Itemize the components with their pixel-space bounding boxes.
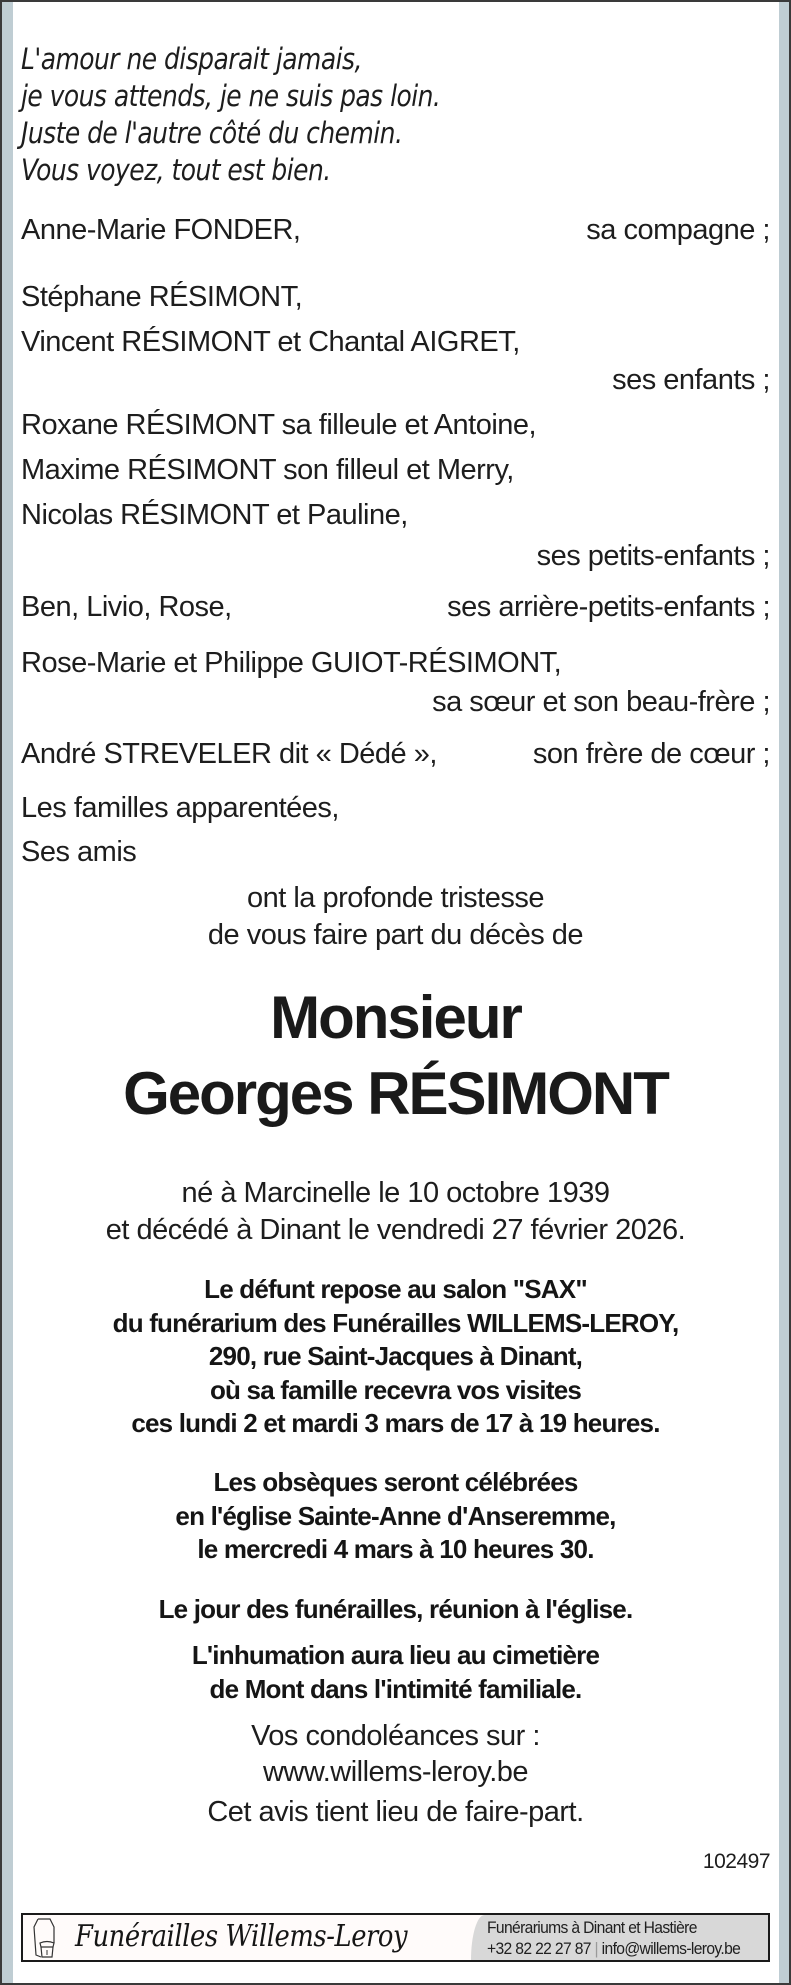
poem-line: Vous voyez, tout est bien. xyxy=(21,153,331,187)
detail-line: le mercredi 4 mars à 10 heures 30. xyxy=(197,1534,594,1564)
family-row-companion xyxy=(21,212,770,249)
family-name: Anne-Marie FONDER, xyxy=(21,214,301,246)
family-relation: son frère de cœur ; xyxy=(532,738,770,770)
detail-line: du funérarium des Funérailles WILLEMS-LEROY, xyxy=(112,1307,679,1338)
intro-line: de vous faire part du décès de xyxy=(207,919,584,951)
deceased-name: Georges RÉSIMONT xyxy=(123,1060,668,1127)
poem-line: je vous attends, je ne suis pas loin. xyxy=(21,79,441,113)
visitation-details xyxy=(21,1273,770,1441)
funeral-details xyxy=(21,1466,770,1567)
notice-statement xyxy=(21,1794,770,1830)
intro-line: ont la profonde tristesse xyxy=(246,882,544,914)
detail-line: où sa famille recevra vos visites xyxy=(209,1374,582,1405)
detail-line: 290, rue Saint-Jacques à Dinant, xyxy=(208,1341,583,1371)
family-row-sister xyxy=(21,645,770,682)
detail-line: L'inhumation aura lieu au cimetière xyxy=(191,1640,600,1670)
detail-line: ces lundi 2 et mardi 3 mars de 17 à 19 heures. xyxy=(131,1408,660,1438)
family-name: Ses amis xyxy=(21,836,137,868)
funeral-home-banner xyxy=(21,1913,770,1962)
condolences-link[interactable]: www.willems-leroy.be xyxy=(262,1756,529,1788)
family-relation: ses arrière-petits-enfants ; xyxy=(447,591,770,623)
detail-line: Le jour des funérailles, réunion à l'église. xyxy=(158,1594,633,1624)
family-row-child xyxy=(21,279,770,316)
birth-line: né à Marcinelle le 10 octobre 1939 xyxy=(181,1177,610,1209)
condolences xyxy=(21,1718,770,1790)
family-name: Roxane RÉSIMONT sa filleule et Antoine, xyxy=(21,409,537,441)
family-relation: sa compagne ; xyxy=(586,214,770,246)
life-dates xyxy=(21,1175,770,1249)
urn-icon xyxy=(32,1917,58,1959)
family-row-child xyxy=(21,324,770,361)
funeral-home-contact xyxy=(487,1939,740,1959)
deceased-title: Monsieur xyxy=(270,984,521,1051)
family-relation: ses petits-enfants ; xyxy=(536,540,770,572)
family-name: Rose-Marie et Philippe GUIOT-RÉSIMONT, xyxy=(21,647,562,679)
family-name: Nicolas RÉSIMONT et Pauline, xyxy=(21,499,408,531)
right-border-strip xyxy=(779,2,789,1983)
detail-line: de Mont dans l'intimité familiale. xyxy=(209,1673,582,1704)
family-row-grandchild xyxy=(21,452,770,489)
funeral-home-locations: Funérariums à Dinant et Hastière xyxy=(487,1918,697,1937)
poem-line: Juste de l'autre côté du chemin. xyxy=(21,116,403,150)
family-name: Ben, Livio, Rose, xyxy=(21,591,232,623)
left-border-strip xyxy=(2,2,13,1983)
contact-separator: | xyxy=(594,1939,598,1958)
burial-details xyxy=(21,1639,770,1706)
phone-number[interactable]: +32 82 22 27 87 xyxy=(487,1939,591,1958)
family-row-friends xyxy=(21,834,770,871)
family-name: Maxime RÉSIMONT son filleul et Merry, xyxy=(21,454,514,486)
family-row-grandchild xyxy=(21,407,770,444)
notice-text: Cet avis tient lieu de faire-part. xyxy=(207,1796,584,1828)
deceased-name-block xyxy=(21,980,770,1132)
funeral-home-brand: Funérailles Willems-Leroy xyxy=(75,1919,408,1954)
family-name: André STREVELER dit « Dédé », xyxy=(21,738,437,770)
family-name: Les familles apparentées, xyxy=(21,792,339,824)
family-name: Stéphane RÉSIMONT, xyxy=(21,281,303,313)
detail-line: Les obsèques seront célébrées xyxy=(213,1467,578,1497)
detail-line: Le défunt repose au salon "SAX" xyxy=(204,1274,587,1304)
condolences-label: Vos condoléances sur : xyxy=(251,1720,540,1752)
meeting-details xyxy=(21,1593,770,1627)
poem-line: L'amour ne disparait jamais, xyxy=(21,42,362,76)
reference-number: 102497 xyxy=(702,1850,770,1873)
announcement-intro xyxy=(21,880,770,954)
poem xyxy=(21,41,440,189)
death-line: et décédé à Dinant le vendredi 27 février 2026. xyxy=(105,1214,686,1246)
email-link[interactable]: info@willems-leroy.be xyxy=(601,1939,741,1958)
family-name: Vincent RÉSIMONT et Chantal AIGRET, xyxy=(21,326,520,358)
family-row-great-grandchildren xyxy=(21,589,770,626)
family-row-grandchild xyxy=(21,497,770,534)
family-relation: sa sœur et son beau-frère ; xyxy=(432,686,770,718)
detail-line: en l'église Sainte-Anne d'Anseremme, xyxy=(175,1500,616,1531)
family-relation: ses enfants ; xyxy=(612,364,770,396)
family-row-heart-brother xyxy=(21,736,770,773)
family-row-relatives xyxy=(21,790,770,827)
